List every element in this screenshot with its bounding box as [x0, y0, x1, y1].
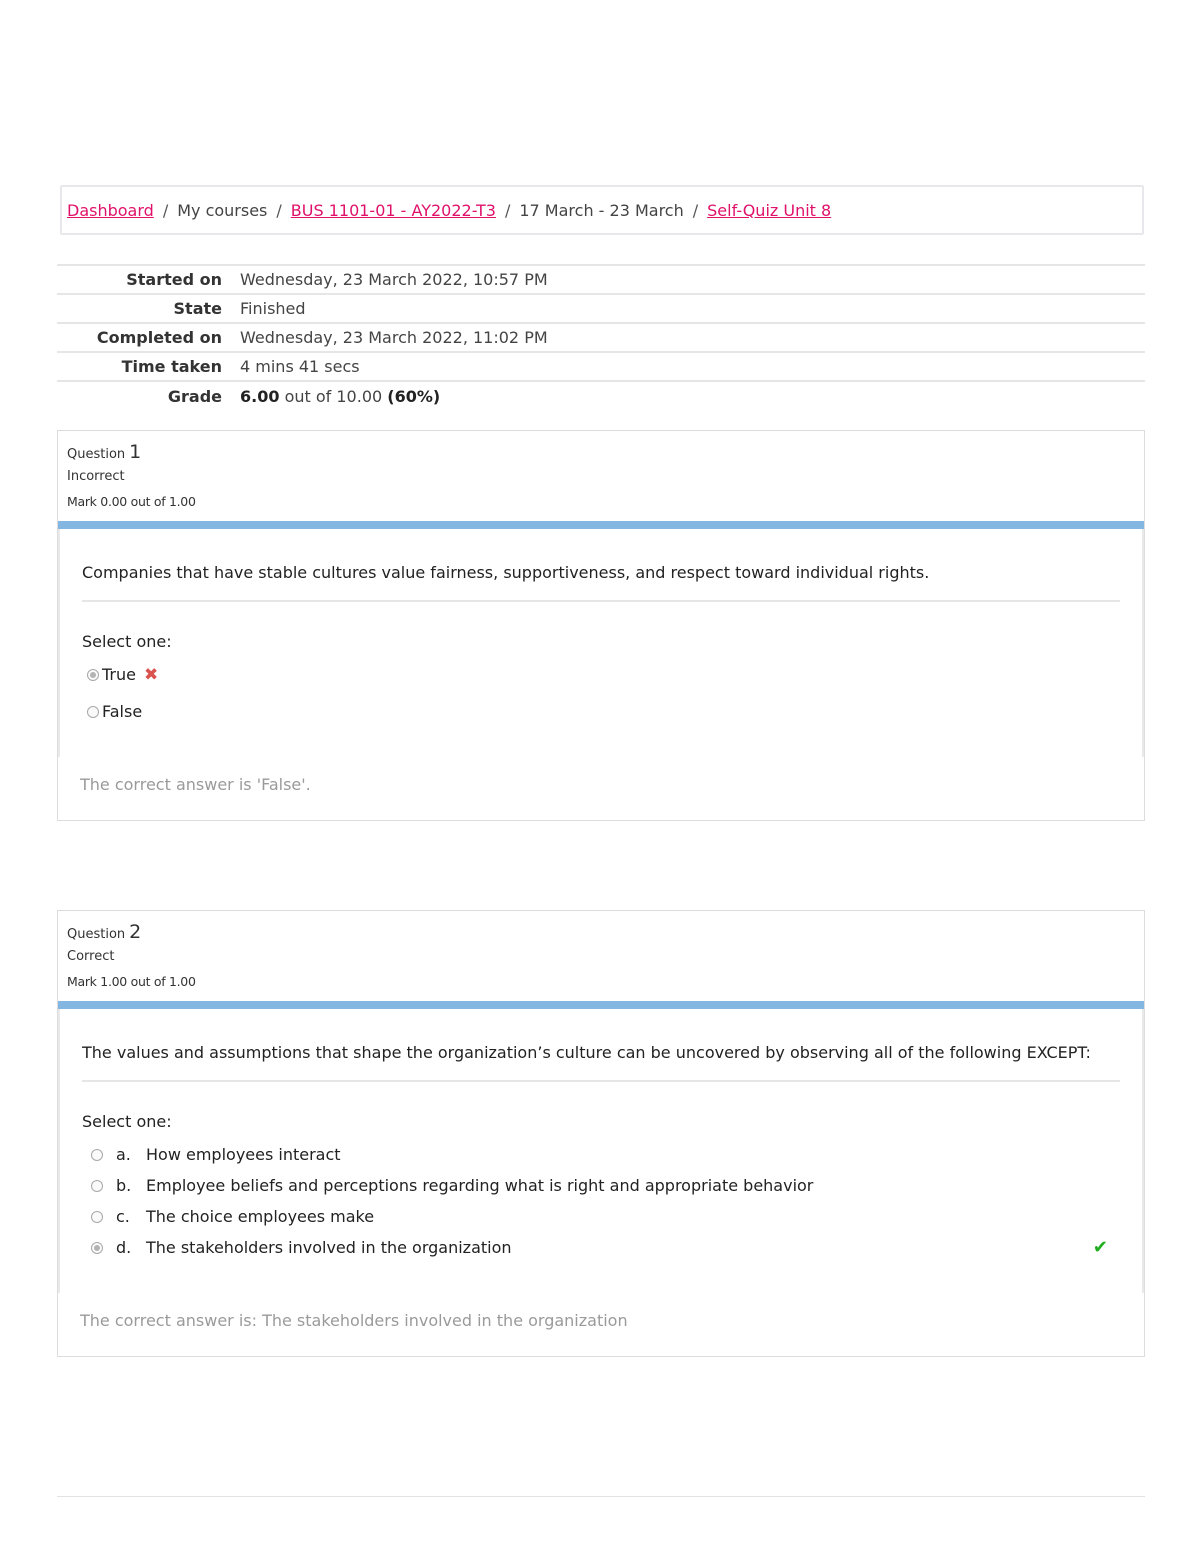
attempt-summary-table — [57, 264, 1145, 410]
breadcrumb-separator: / — [692, 200, 699, 220]
answer-letter: d. — [116, 1238, 132, 1257]
summary-value: Finished — [240, 299, 306, 318]
summary-label: Grade — [167, 386, 222, 406]
question-label: Question — [67, 927, 126, 942]
question-content — [58, 1009, 1144, 1293]
check-icon: ✔ — [1092, 1237, 1108, 1258]
answer-option-true[interactable] — [82, 659, 1120, 690]
summary-row-grade — [57, 381, 1145, 410]
breadcrumb-week: 17 March - 23 March — [519, 200, 684, 220]
answer-label: True — [102, 665, 136, 684]
question-state: Incorrect — [67, 469, 125, 484]
cross-icon: ✖ — [143, 664, 159, 685]
answer-option-a[interactable] — [82, 1139, 1120, 1170]
question-text: Companies that have stable cultures value fairness, supportiveness, and respect toward individual rights. — [82, 529, 1120, 602]
answer-letter: b. — [116, 1176, 132, 1195]
summary-row-state — [57, 294, 1145, 323]
question-number-value: 2 — [129, 921, 142, 943]
summary-label: State — [173, 299, 222, 318]
answer-options — [82, 1139, 1120, 1293]
question-number-value: 1 — [129, 441, 142, 463]
answer-option-c[interactable] — [82, 1201, 1120, 1232]
question-info-bar — [58, 1001, 1144, 1009]
answer-letter: c. — [116, 1207, 130, 1226]
answer-label: The stakeholders involved in the organization — [146, 1238, 512, 1257]
breadcrumb-separator: / — [504, 200, 511, 220]
question-info-bar — [58, 521, 1144, 529]
grade-score: 6.00 — [240, 386, 280, 406]
question-label: Question — [67, 447, 126, 462]
question-1 — [57, 430, 1145, 821]
footer-divider — [57, 1496, 1145, 1497]
question-mark: Mark 0.00 out of 1.00 — [67, 494, 196, 509]
answer-option-d[interactable] — [82, 1232, 1120, 1263]
radio-button-selected[interactable] — [87, 669, 99, 681]
question-state: Correct — [67, 949, 115, 964]
summary-row-time-taken — [57, 352, 1145, 381]
question-number — [67, 921, 1135, 943]
summary-row-completed — [57, 323, 1145, 352]
answer-letter: a. — [116, 1145, 131, 1164]
grade-percent: (60%) — [387, 386, 441, 406]
answer-option-false[interactable] — [82, 696, 1120, 727]
summary-value: 4 mins 41 secs — [240, 357, 360, 376]
breadcrumb-separator: / — [162, 200, 169, 220]
answer-options — [82, 659, 1120, 757]
answer-option-b[interactable] — [82, 1170, 1120, 1201]
summary-label: Time taken — [121, 357, 222, 376]
summary-row-started — [57, 265, 1145, 294]
summary-label: Completed on — [96, 328, 222, 347]
question-info — [58, 431, 1144, 521]
answer-label: False — [102, 702, 143, 721]
answer-label: How employees interact — [146, 1145, 341, 1164]
correct-answer-feedback: The correct answer is: The stakeholders involved in the organization — [80, 1311, 628, 1330]
question-content — [58, 529, 1144, 757]
radio-button[interactable] — [91, 1211, 103, 1223]
correct-answer-feedback: The correct answer is 'False'. — [80, 775, 311, 794]
question-2 — [57, 910, 1145, 1357]
question-number — [67, 441, 1135, 463]
summary-grade-value — [240, 381, 1145, 410]
summary-label: Started on — [126, 270, 222, 289]
radio-button[interactable] — [87, 706, 99, 718]
summary-value: Wednesday, 23 March 2022, 10:57 PM — [240, 270, 548, 289]
radio-button[interactable] — [91, 1149, 103, 1161]
question-text: The values and assumptions that shape the organization’s culture can be uncovered by observing all of the following EXCEPT: — [82, 1009, 1120, 1082]
radio-button-selected[interactable] — [91, 1242, 103, 1254]
grade-out-of: out of 10.00 — [279, 386, 388, 406]
breadcrumb-separator: / — [276, 200, 282, 220]
answer-label: The choice employees make — [146, 1207, 375, 1226]
breadcrumb-my-courses: My courses — [177, 200, 268, 220]
answer-label: Employee beliefs and perceptions regarding what is right and appropriate behavior — [146, 1176, 814, 1195]
breadcrumb — [60, 185, 1144, 235]
question-mark: Mark 1.00 out of 1.00 — [67, 974, 196, 989]
breadcrumb-course[interactable]: BUS 1101-01 - AY2022-T3 — [290, 200, 496, 220]
breadcrumb-quiz[interactable]: Self-Quiz Unit 8 — [707, 200, 832, 220]
radio-button[interactable] — [91, 1180, 103, 1192]
summary-value: Wednesday, 23 March 2022, 11:02 PM — [240, 328, 548, 347]
question-info — [58, 911, 1144, 1001]
breadcrumb-dashboard[interactable]: Dashboard — [67, 200, 154, 220]
select-one-prompt: Select one: — [82, 632, 172, 651]
select-one-prompt: Select one: — [82, 1112, 172, 1131]
